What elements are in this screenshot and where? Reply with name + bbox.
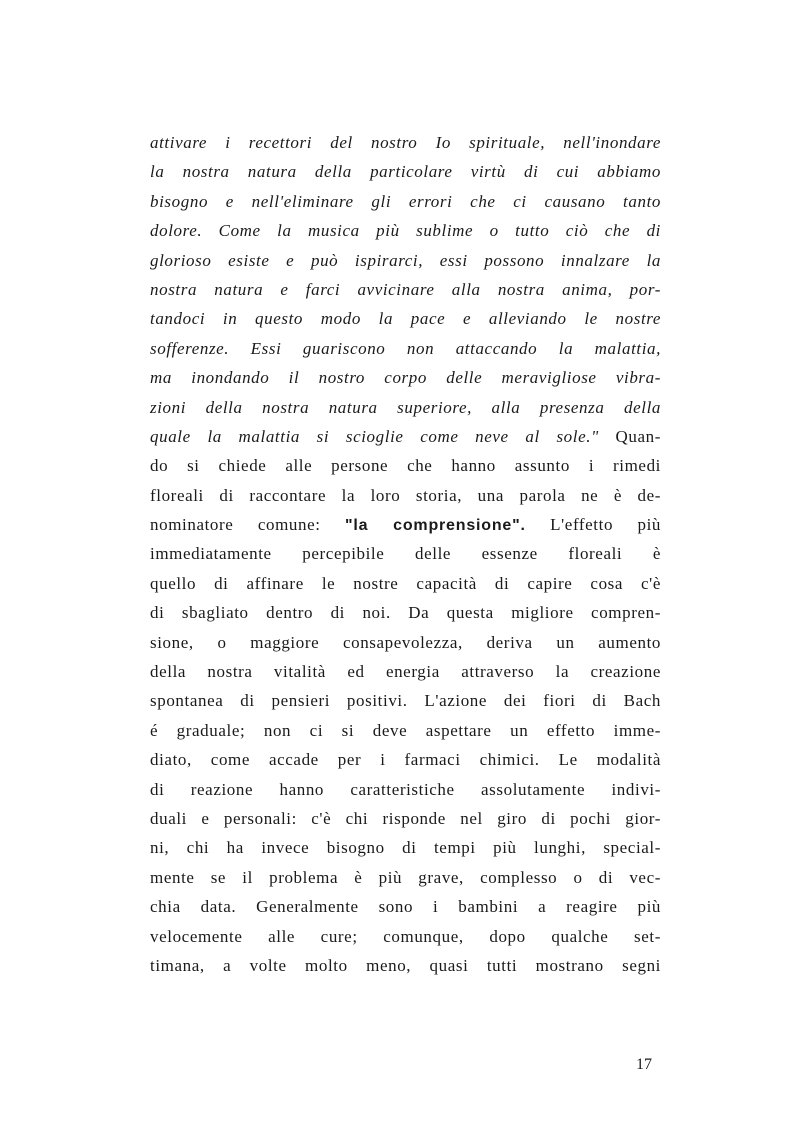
text-line: di sbagliato dentro di noi. Da questa migliore compren- [150, 603, 661, 623]
quote-end: quale la malattia si scioglie come neve al sole." [150, 426, 599, 446]
text-line: mente se il problema è più grave, complesso o di vec- [150, 867, 661, 887]
text-line: glorioso esiste e può ispirarci, essi possono innalzare la [150, 250, 661, 270]
text-line: la nostra natura della particolare virtù di cui abbiamo [150, 162, 661, 182]
text-line: chia data. Generalmente sono i bambini a reagire più [150, 897, 661, 917]
text-segment: L'effetto più [525, 515, 661, 535]
text-line: é graduale; non ci si deve aspettare un effetto imme- [150, 720, 661, 740]
text-line: attivare i recettori del nostro Io spirituale, nell'inondare [150, 133, 661, 152]
text-line: velocemente alle cure; comunque, dopo qualche set- [150, 926, 661, 946]
text-line: nostra natura e farci avvicinare alla nostra anima, por- [150, 279, 661, 299]
text-line: quello di affinare le nostre capacità di capire cosa c'è [150, 573, 661, 593]
page-number: 17 [636, 1056, 652, 1073]
text-line: ni, chi ha invece bisogno di tempi più lunghi, special- [150, 838, 661, 858]
text-line: sofferenze. Essi guariscono non attaccando la malattia, [150, 338, 661, 358]
text-line: do si chiede alle persone che hanno assunto i rimedi [150, 456, 661, 476]
text-line: spontanea di pensieri positivi. L'azione dei fiori di Bach [150, 691, 661, 711]
text-line: dolore. Come la musica più sublime o tutto ciò che di [150, 221, 661, 241]
text-line: sione, o maggiore consapevolezza, deriva un aumento [150, 632, 661, 652]
text-line [150, 422, 661, 451]
text-segment: nominatore comune: [150, 515, 345, 535]
text-line: della nostra vitalità ed energia attraverso la creazione [150, 662, 661, 682]
text-line: floreali di raccontare la loro storia, una parola ne è de- [150, 485, 661, 505]
text-line: timana, a volte molto meno, quasi tutti mostrano segni [150, 955, 661, 975]
text-segment: Quan- [598, 426, 661, 446]
text-line: di reazione hanno caratteristiche assolutamente indivi- [150, 779, 661, 799]
text-line: ma inondando il nostro corpo delle meravigliose vibra- [150, 368, 661, 388]
text-line: bisogno e nell'eliminare gli errori che ci causano tanto [150, 191, 661, 211]
text-line: diato, come accade per i farmaci chimici. Le modalità [150, 750, 661, 770]
body-text [150, 128, 661, 980]
text-line [150, 510, 661, 539]
text-line: zioni della nostra natura superiore, alla presenza della [150, 397, 661, 417]
text-line: immediatamente percepibile delle essenze floreali è [150, 544, 661, 564]
text-line: tandoci in questo modo la pace e alleviando le nostre [150, 309, 661, 329]
text-line: duali e personali: c'è chi risponde nel giro di pochi gior- [150, 808, 661, 828]
emphasis-text: "la comprensione". [345, 517, 526, 535]
